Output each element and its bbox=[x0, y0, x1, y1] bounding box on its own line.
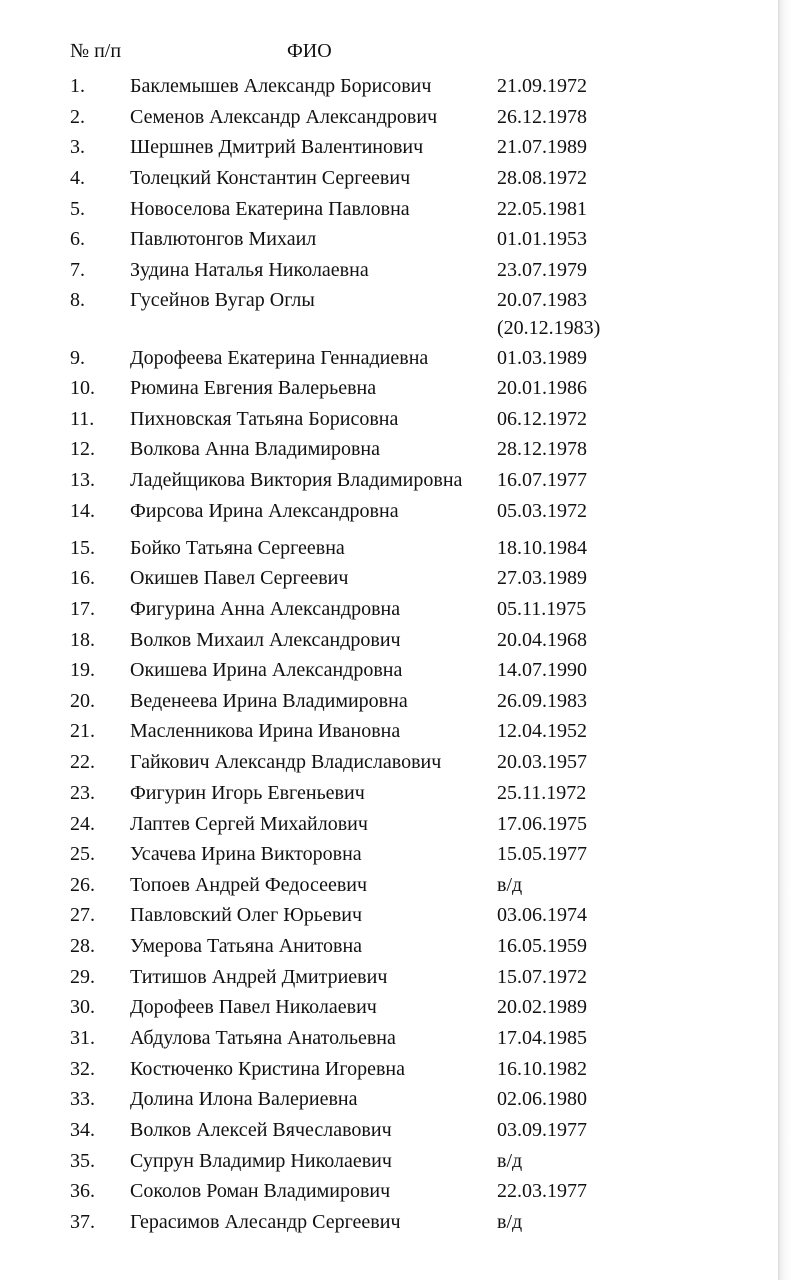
birth-date: 26.09.1983 bbox=[497, 690, 587, 712]
row-number: 23. bbox=[70, 782, 95, 804]
row-number: 33. bbox=[70, 1088, 95, 1110]
list-item bbox=[0, 871, 780, 899]
list-item bbox=[0, 195, 780, 223]
list-item bbox=[0, 435, 780, 463]
birth-date: в/д bbox=[497, 874, 523, 896]
birth-date: в/д bbox=[497, 1150, 523, 1172]
list-item bbox=[0, 534, 780, 562]
list-item bbox=[0, 72, 780, 100]
list-item bbox=[0, 466, 780, 494]
column-header-number: № п/п bbox=[70, 40, 122, 62]
list-item bbox=[0, 133, 780, 161]
person-name: Павлютонгов Михаил bbox=[130, 228, 317, 250]
birth-date: 16.10.1982 bbox=[497, 1058, 587, 1080]
row-number: 12. bbox=[70, 438, 95, 460]
birth-date: 16.07.1977 bbox=[497, 469, 587, 491]
person-name: Супрун Владимир Николаевич bbox=[130, 1150, 392, 1172]
list-item bbox=[0, 626, 780, 654]
row-number: 26. bbox=[70, 874, 95, 896]
birth-date: 16.05.1959 bbox=[497, 935, 587, 957]
birth-date: 02.06.1980 bbox=[497, 1088, 587, 1110]
row-number: 28. bbox=[70, 935, 95, 957]
person-name: Бойко Татьяна Сергеевна bbox=[130, 537, 345, 559]
birth-date: 17.04.1985 bbox=[497, 1027, 587, 1049]
person-name: Семенов Александр Александрович bbox=[130, 106, 438, 128]
row-number: 4. bbox=[70, 167, 85, 189]
row-number: 21. bbox=[70, 720, 95, 742]
list-item bbox=[0, 1085, 780, 1113]
person-name: Гусейнов Вугар Оглы bbox=[130, 289, 315, 311]
list-item bbox=[0, 225, 780, 253]
birth-date: 14.07.1990 bbox=[497, 659, 587, 681]
person-name: Фирсова Ирина Александровна bbox=[130, 500, 399, 522]
person-name: Павловский Олег Юрьевич bbox=[130, 904, 363, 926]
row-number: 34. bbox=[70, 1119, 95, 1141]
list-item bbox=[0, 840, 780, 868]
person-name: Усачева Ирина Викторовна bbox=[130, 843, 362, 865]
row-number: 19. bbox=[70, 659, 95, 681]
person-name: Пихновская Татьяна Борисовна bbox=[130, 408, 399, 430]
row-number: 37. bbox=[70, 1211, 95, 1233]
birth-date: 27.03.1989 bbox=[497, 567, 587, 589]
person-name: Костюченко Кристина Игоревна bbox=[130, 1058, 405, 1080]
birth-date: 23.07.1979 bbox=[497, 259, 587, 281]
column-header-name: ФИО bbox=[287, 40, 332, 62]
row-number: 15. bbox=[70, 537, 95, 559]
list-item bbox=[0, 963, 780, 991]
row-number: 6. bbox=[70, 228, 85, 250]
person-name: Дорофеева Екатерина Геннадиевна bbox=[130, 347, 429, 369]
row-number: 30. bbox=[70, 996, 95, 1018]
person-name: Веденеева Ирина Владимировна bbox=[130, 690, 408, 712]
row-number: 36. bbox=[70, 1180, 95, 1202]
birth-date: 28.12.1978 bbox=[497, 438, 587, 460]
list-item bbox=[0, 1055, 780, 1083]
person-name: Шершнев Дмитрий Валентинович bbox=[130, 136, 424, 158]
row-number: 14. bbox=[70, 500, 95, 522]
list-item bbox=[0, 344, 780, 372]
row-number: 13. bbox=[70, 469, 95, 491]
person-name: Масленникова Ирина Ивановна bbox=[130, 720, 401, 742]
row-number: 24. bbox=[70, 813, 95, 835]
row-number: 7. bbox=[70, 259, 85, 281]
row-number: 35. bbox=[70, 1150, 95, 1172]
person-name: Герасимов Алесандр Сергеевич bbox=[130, 1211, 401, 1233]
list-item bbox=[0, 748, 780, 776]
birth-date: 15.07.1972 bbox=[497, 966, 587, 988]
list-item bbox=[0, 1177, 780, 1205]
person-name: Окишев Павел Сергеевич bbox=[130, 567, 349, 589]
birth-date: 15.05.1977 bbox=[497, 843, 587, 865]
person-name: Окишева Ирина Александровна bbox=[130, 659, 403, 681]
list-item bbox=[0, 1208, 780, 1236]
list-item bbox=[0, 286, 780, 339]
row-number: 3. bbox=[70, 136, 85, 158]
list-item bbox=[0, 932, 780, 960]
row-number: 2. bbox=[70, 106, 85, 128]
birth-date: 05.11.1975 bbox=[497, 598, 587, 620]
list-item bbox=[0, 256, 780, 284]
birth-date: 06.12.1972 bbox=[497, 408, 587, 430]
person-name: Умерова Татьяна Анитовна bbox=[130, 935, 363, 957]
list-header bbox=[0, 38, 780, 64]
list-item bbox=[0, 717, 780, 745]
person-name: Волкова Анна Владимировна bbox=[130, 438, 380, 460]
list-item bbox=[0, 901, 780, 929]
list-item bbox=[0, 1024, 780, 1052]
birth-date: 22.05.1981 bbox=[497, 198, 587, 220]
person-name: Лаптев Сергей Михайлович bbox=[130, 813, 368, 835]
birth-date-alternate: (20.12.1983) bbox=[497, 317, 601, 339]
person-name: Гайкович Александр Владиславович bbox=[130, 751, 442, 773]
list-item bbox=[0, 595, 780, 623]
list-item bbox=[0, 164, 780, 192]
list-item bbox=[0, 405, 780, 433]
birth-date: в/д bbox=[497, 1211, 523, 1233]
birth-date: 18.10.1984 bbox=[497, 537, 587, 559]
birth-date: 28.08.1972 bbox=[497, 167, 587, 189]
row-number: 29. bbox=[70, 966, 95, 988]
person-name: Зудина Наталья Николаевна bbox=[130, 259, 369, 281]
birth-date: 20.03.1957 bbox=[497, 751, 587, 773]
row-number: 18. bbox=[70, 629, 95, 651]
birth-date: 22.03.1977 bbox=[497, 1180, 587, 1202]
list-item bbox=[0, 497, 780, 525]
list-item bbox=[0, 374, 780, 402]
list-item bbox=[0, 564, 780, 592]
row-number: 8. bbox=[70, 289, 85, 311]
birth-date: 12.04.1952 bbox=[497, 720, 587, 742]
birth-date: 20.04.1968 bbox=[497, 629, 587, 651]
row-number: 17. bbox=[70, 598, 95, 620]
birth-date: 05.03.1972 bbox=[497, 500, 587, 522]
person-name: Волков Алексей Вячеславович bbox=[130, 1119, 392, 1141]
row-number: 1. bbox=[70, 75, 85, 97]
person-name: Новоселова Екатерина Павловна bbox=[130, 198, 410, 220]
person-name: Рюмина Евгения Валерьевна bbox=[130, 377, 377, 399]
list-item bbox=[0, 993, 780, 1021]
list-item bbox=[0, 687, 780, 715]
row-number: 10. bbox=[70, 377, 95, 399]
birth-date: 26.12.1978 bbox=[497, 106, 587, 128]
list-item bbox=[0, 1147, 780, 1175]
row-number: 22. bbox=[70, 751, 95, 773]
birth-date: 03.06.1974 bbox=[497, 904, 587, 926]
row-number: 5. bbox=[70, 198, 85, 220]
person-name: Толецкий Константин Сергеевич bbox=[130, 167, 411, 189]
birth-date: 21.09.1972 bbox=[497, 75, 587, 97]
person-name: Ладейщикова Виктория Владимировна bbox=[130, 469, 463, 491]
list-item bbox=[0, 103, 780, 131]
row-number: 9. bbox=[70, 347, 85, 369]
birth-date: 01.01.1953 bbox=[497, 228, 587, 250]
list-item bbox=[0, 1116, 780, 1144]
list-item bbox=[0, 810, 780, 838]
row-number: 27. bbox=[70, 904, 95, 926]
person-name: Топоев Андрей Федосеевич bbox=[130, 874, 368, 896]
row-number: 31. bbox=[70, 1027, 95, 1049]
row-number: 25. bbox=[70, 843, 95, 865]
row-number: 32. bbox=[70, 1058, 95, 1080]
page-edge-shadow bbox=[778, 0, 791, 1280]
person-name: Соколов Роман Владимирович bbox=[130, 1180, 391, 1202]
person-name: Фигурин Игорь Евгеньевич bbox=[130, 782, 365, 804]
birth-date: 01.03.1989 bbox=[497, 347, 587, 369]
birth-date: 20.01.1986 bbox=[497, 377, 587, 399]
person-name: Долина Илона Валериевна bbox=[130, 1088, 358, 1110]
birth-date: 20.02.1989 bbox=[497, 996, 587, 1018]
person-name: Баклемышев Александр Борисович bbox=[130, 75, 432, 97]
person-name: Абдулова Татьяна Анатольевна bbox=[130, 1027, 396, 1049]
list-item bbox=[0, 779, 780, 807]
list-item bbox=[0, 656, 780, 684]
person-name: Фигурина Анна Александровна bbox=[130, 598, 401, 620]
row-number: 20. bbox=[70, 690, 95, 712]
birth-date: 20.07.1983 bbox=[497, 289, 587, 311]
row-number: 16. bbox=[70, 567, 95, 589]
person-name: Титишов Андрей Дмитриевич bbox=[130, 966, 388, 988]
row-number: 11. bbox=[70, 408, 95, 430]
person-name: Волков Михаил Александрович bbox=[130, 629, 401, 651]
birth-date: 21.07.1989 bbox=[497, 136, 587, 158]
birth-date: 17.06.1975 bbox=[497, 813, 587, 835]
birth-date: 25.11.1972 bbox=[497, 782, 587, 804]
birth-date: 03.09.1977 bbox=[497, 1119, 587, 1141]
person-name: Дорофеев Павел Николаевич bbox=[130, 996, 377, 1018]
